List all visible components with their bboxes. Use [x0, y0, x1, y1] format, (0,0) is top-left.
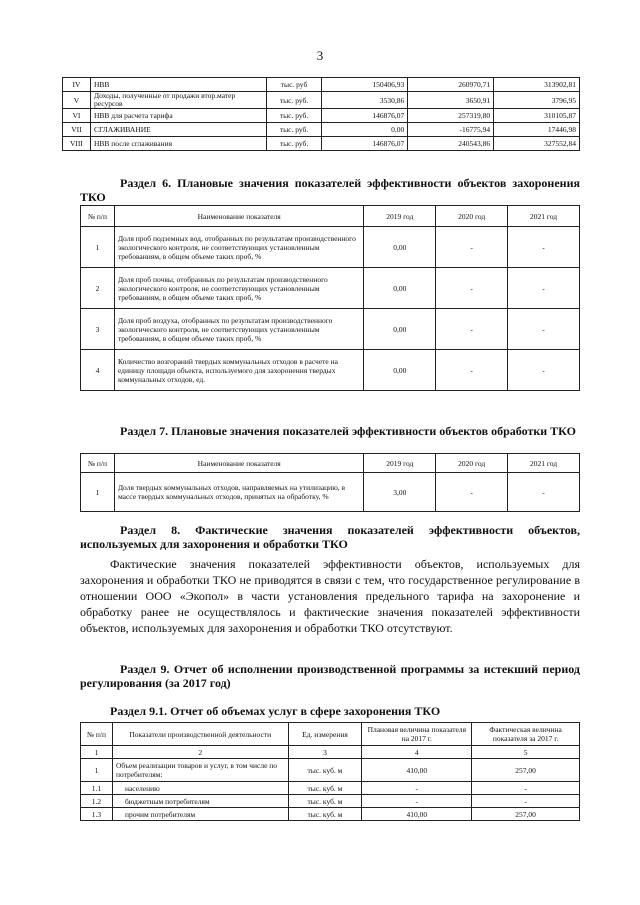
section-8-title: Раздел 8. Фактические значения показателей эффективности объектов, используемых для захоронения и обработки ТКО	[80, 523, 580, 551]
row-value: 240543,86	[408, 137, 494, 151]
header-2019: 2019 год	[364, 454, 436, 473]
row-name: населению	[112, 782, 288, 795]
row-value: -	[508, 350, 580, 391]
row-number: V	[63, 92, 91, 109]
row-name: Доля проб подземных вод, отобранных по результатам производственного экологического контроля, не соответствующих установленным требованиям, в общем объеме таких проб, %	[114, 227, 363, 268]
table-header-row	[81, 723, 580, 746]
header-num: № п/п	[81, 454, 115, 473]
section-7-title: Раздел 7. Плановые значения показателей эффективности объектов обработки ТКО	[120, 424, 576, 438]
row-fact: -	[472, 782, 580, 795]
row-number: IV	[63, 78, 91, 92]
services-volume-table	[80, 722, 580, 821]
row-unit: тыс. руб	[266, 78, 322, 92]
row-plan: -	[362, 795, 472, 808]
row-value: -	[508, 268, 580, 309]
header-2020: 2020 год	[436, 206, 508, 227]
row-unit: тыс. руб.	[266, 109, 322, 123]
row-value: -	[436, 268, 508, 309]
table-row	[63, 78, 580, 92]
table-row	[63, 92, 580, 109]
column-index: 2	[112, 746, 288, 759]
table-header-row	[81, 454, 580, 473]
row-value: -	[436, 350, 508, 391]
row-name: Количество возгораний твердых коммунальных отходов в расчете на единицу площади объекта, используемого для захоронения твердых коммунальных отходов, ед.	[114, 350, 363, 391]
header-name: Наименование показателя	[114, 454, 363, 473]
row-number: 4	[81, 350, 115, 391]
table-row	[81, 782, 580, 795]
row-value: 0,00	[322, 123, 408, 137]
row-number: 1	[81, 227, 115, 268]
header-unit: Ед. измерения	[288, 723, 362, 746]
table-row	[81, 473, 580, 512]
row-plan: -	[362, 782, 472, 795]
row-number: VIII	[63, 137, 91, 151]
header-num: № п/п	[81, 723, 113, 746]
row-name: бюджетным потребителям	[112, 795, 288, 808]
row-value: 17446,98	[494, 123, 580, 137]
row-name: НВВ для расчета тарифа	[90, 109, 266, 123]
table-row	[81, 795, 580, 808]
section-9-1-title: Раздел 9.1. Отчет об объемах услуг в сфере захоронения ТКО	[110, 704, 441, 718]
row-unit: тыс. руб.	[266, 92, 322, 109]
row-unit: тыс. куб. м	[288, 782, 362, 795]
column-index: 3	[288, 746, 362, 759]
row-value: 310105,87	[494, 109, 580, 123]
row-value: 0,00	[364, 268, 436, 309]
row-name: прочим потребителям	[112, 808, 288, 821]
column-index: 4	[362, 746, 472, 759]
row-value: 0,00	[364, 350, 436, 391]
row-name: Объем реализации товаров и услуг, в том числе по потребителям:	[112, 759, 288, 782]
row-value: 0,00	[364, 227, 436, 268]
row-number: 2	[81, 268, 115, 309]
header-fact: Фактическая величина показателя за 2017 г.	[472, 723, 580, 746]
row-name: Доля твердых коммунальных отходов, направляемых на утилизацию, в массе твердых коммунальных отходов, принятых на обработку, %	[114, 473, 363, 512]
row-value: -	[508, 227, 580, 268]
row-number: VII	[63, 123, 91, 137]
row-value: 3,00	[364, 473, 436, 512]
row-name: Доля проб воздуха, отобранных по результатам производственного экологического контроля, не соответствующих установленным требованиям, в общем объеме таких проб, %	[114, 309, 363, 350]
row-unit: тыс. куб. м	[288, 759, 362, 782]
row-value: -	[436, 473, 508, 512]
row-name: НВВ	[90, 78, 266, 92]
row-value: 150406,93	[322, 78, 408, 92]
header-name: Наименование показателя	[114, 206, 363, 227]
table-row	[63, 109, 580, 123]
row-plan: 410,00	[362, 808, 472, 821]
row-value: 146876,07	[322, 109, 408, 123]
row-value: 260970,71	[408, 78, 494, 92]
column-index: 5	[472, 746, 580, 759]
header-plan: Плановая величина показателя на 2017 г.	[362, 723, 472, 746]
row-number: 1	[81, 473, 115, 512]
header-2021: 2021 год	[508, 454, 580, 473]
row-number: VI	[63, 109, 91, 123]
section-6-title: Раздел 6. Плановые значения показателей эффективности объектов захоронения ТКО	[80, 176, 580, 204]
table-row	[81, 759, 580, 782]
row-unit: тыс. руб.	[266, 123, 322, 137]
header-2020: 2020 год	[436, 454, 508, 473]
header-name: Показатели производственной деятельности	[112, 723, 288, 746]
row-unit: тыс. куб. м	[288, 808, 362, 821]
row-name: Доходы, полученные от продажи втор.матер ресурсов	[90, 92, 266, 109]
row-name: СГЛАЖИВАНИЕ	[90, 123, 266, 137]
section-9-title: Раздел 9. Отчет об исполнении производственной программы за истекший период регулирования (за 2017 год)	[80, 662, 580, 690]
row-value: 3796,95	[494, 92, 580, 109]
burial-indicators-table	[80, 205, 580, 391]
section-8-text: Фактические значения показателей эффективности объектов, используемых для захоронения и обработки ТКО не приводятся в связи с тем, что государственное регулирование в отношении ООО «Экопол» в части установления предельного тарифа на захоронение и обработку ранее не осуществлялось и фактические значения показателей эффективности объектов, используемых для захоронения и обработки ТКО отсутствуют.	[80, 557, 580, 635]
row-number: 1.2	[81, 795, 113, 808]
row-name: Доля проб почвы, отобранных по результатам производственного экологического контроля, не соответствующих установленным требованиям, в общем объеме таких проб, %	[114, 268, 363, 309]
row-value: -16775,94	[408, 123, 494, 137]
row-value: 3530,86	[322, 92, 408, 109]
row-number: 1.3	[81, 808, 113, 821]
row-value: -	[436, 309, 508, 350]
row-value: -	[436, 227, 508, 268]
row-value: 3650,91	[408, 92, 494, 109]
row-value: 257319,80	[408, 109, 494, 123]
processing-indicators-table	[80, 453, 580, 512]
header-num: № п/п	[81, 206, 115, 227]
page-number: 3	[316, 48, 324, 63]
row-unit: тыс. куб. м	[288, 795, 362, 808]
header-2021: 2021 год	[508, 206, 580, 227]
column-index-row	[81, 746, 580, 759]
table-row	[81, 227, 580, 268]
row-unit: тыс. руб.	[266, 137, 322, 151]
row-number: 3	[81, 309, 115, 350]
table-row	[81, 309, 580, 350]
row-value: 327552,84	[494, 137, 580, 151]
table-row	[81, 350, 580, 391]
table-row	[81, 268, 580, 309]
row-number: 1	[81, 759, 113, 782]
row-value: 313902,81	[494, 78, 580, 92]
row-value: 0,00	[364, 309, 436, 350]
column-index: 1	[81, 746, 113, 759]
header-2019: 2019 год	[364, 206, 436, 227]
row-plan: 410,00	[362, 759, 472, 782]
table-row	[63, 137, 580, 151]
table-row	[81, 808, 580, 821]
row-fact: 257,00	[472, 808, 580, 821]
table-row	[63, 123, 580, 137]
row-value: 146876,07	[322, 137, 408, 151]
row-number: 1.1	[81, 782, 113, 795]
row-value: -	[508, 473, 580, 512]
row-value: -	[508, 309, 580, 350]
table-header-row	[81, 206, 580, 227]
row-fact: -	[472, 795, 580, 808]
row-name: НВВ после сглаживания	[90, 137, 266, 151]
finance-table	[62, 77, 580, 151]
row-fact: 257,00	[472, 759, 580, 782]
